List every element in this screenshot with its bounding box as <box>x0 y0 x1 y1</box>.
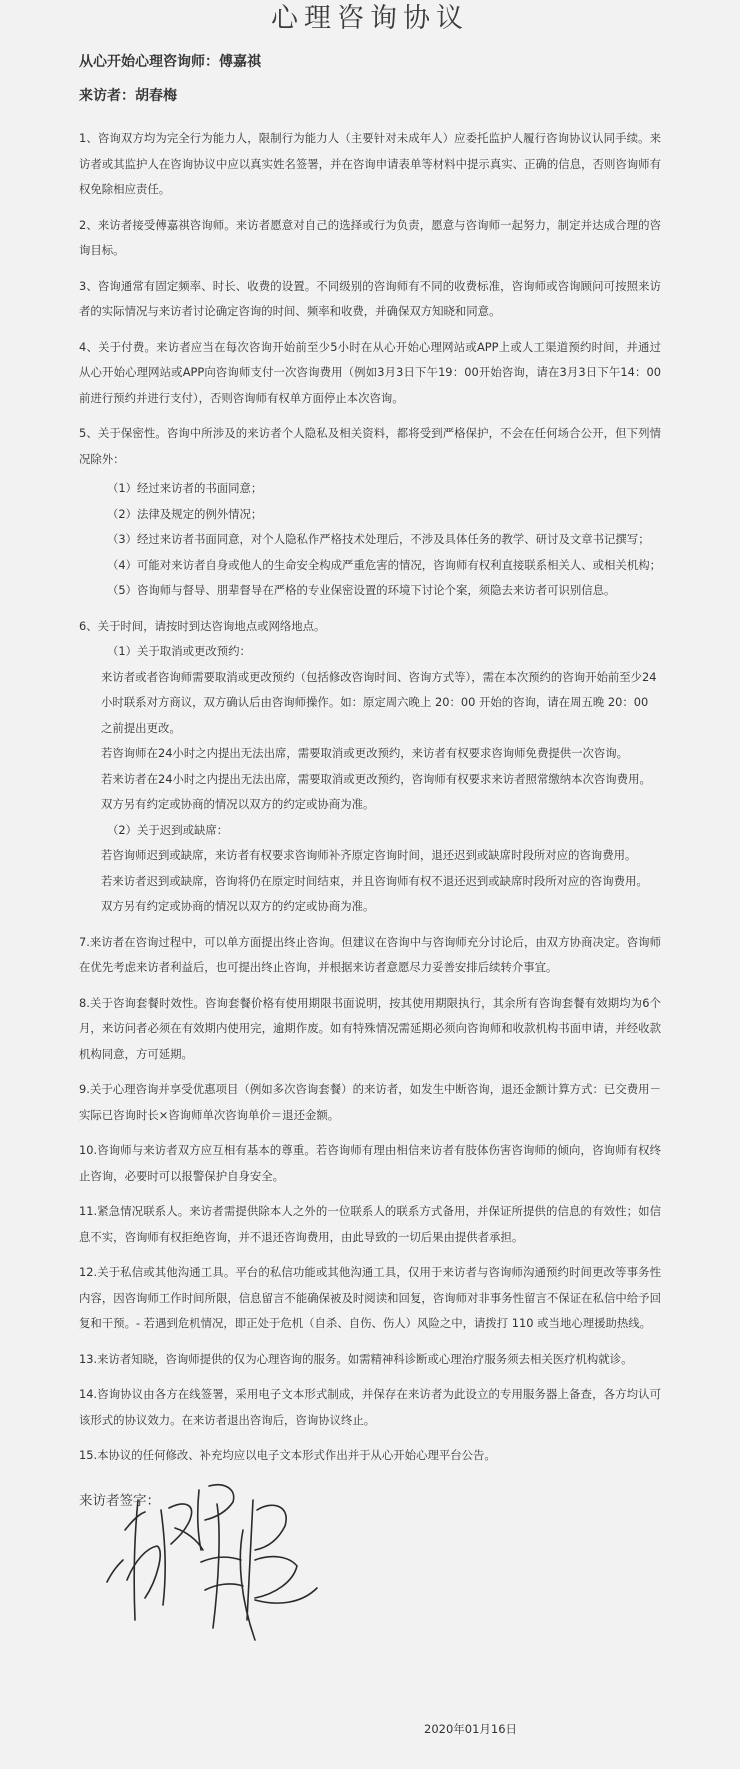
clause-1: 1、咨询双方均为完全行为能力人，限制行为能力人（主要针对未成年人）应委托监护人履行咨询协议认同手续。来访者或其监护人在咨询协议中应以真实姓名签署，并在咨询申请表单等材料中提示真实、正确的信息，否则咨询师有权免除相应责任。 <box>79 131 661 196</box>
exception-item: （3）经过来访者书面同意，对个人隐私作严格技术处理后，不涉及具体任务的教学、研讨及文章书记撰写； <box>107 532 650 546</box>
clause-11: 11.紧急情况联系人。来访者需提供除本人之外的一位联系人的联系方式备用，并保证所提供的信息的有效性；如信息不实，咨询师有权拒绝咨询，并不退还咨询费用，由此导致的一切后果由提供者承担。 <box>79 1204 661 1244</box>
handwritten-signature <box>105 1470 335 1670</box>
counselor-line: 从心开始心理咨询师：傅嘉祺 <box>79 54 261 70</box>
clause-3: 3、咨询通常有固定频率、时长、收费的设置。不同级别的咨询师有不同的收费标准，咨询师或咨询顾问可按照来访者的实际情况与来访者讨论确定咨询的时间、频率和收费，并确保双方知晓和同意。 <box>79 278 661 318</box>
clause-12: 12.关于私信或其他沟通工具。平台的私信功能或其他沟通工具，仅用于来访者与咨询师沟通预约时间更改等事务性内容，因咨询师工作时间所限，信息留言不能确保被及时阅读和回复，咨询师对非事务性留言不保证在私信中给予回复和干预。- 若遇到危机情况，即正处于危机（自杀、自伤、伤人）风险之中，请拨打 110 或当地心理援助热线。 <box>79 1265 661 1330</box>
clause-14: 14.咨询协议由各方在线签署，采用电子文本形式制成，并保存在来访者为此设立的专用服务器上备查，各方均认可该形式的协议效力。在来访者退出咨询后，咨询协议终止。 <box>79 1387 661 1427</box>
clause-5: 5、关于保密性。咨询中所涉及的来访者个人隐私及相关资料，都将受到严格保护，不会在任何场合公开，但下列情况除外： <box>79 426 661 466</box>
clause-6-sub1-text: 若咨询师在24小时之内提出无法出席，需要取消或更改预约，来访者有权要求咨询师免费提供一次咨询。 <box>101 746 629 760</box>
agreement-body <box>0 34 740 1511</box>
clause-6-title: 6、关于时间，请按时到达咨询地点或网络地点。 <box>79 618 326 633</box>
client-line: 来访者：胡春梅 <box>79 88 177 104</box>
clause-9: 9.关于心理咨询并享受优惠项目（例如多次咨询套餐）的来访者，如发生中断咨询，退还金额计算方式：已交费用－实际已咨询时长×咨询师单次咨询单价＝退还金额。 <box>79 1082 661 1122</box>
clause-6-sub2-text: 若来访者迟到或缺席，咨询将仍在原定时间结束，并且咨询师有权不退还迟到或缺席时段所对应的咨询费用。 <box>101 873 648 888</box>
clause-15: 15.本协议的任何修改、补充均应以电子文本形式作出并于从心开始心理平台公告。 <box>79 1448 496 1462</box>
clause-13: 13.来访者知晓，咨询师提供的仅为心理咨询的服务。如需精神科诊断或心理治疗服务须去相关医疗机构就诊。 <box>79 1351 633 1366</box>
exception-item: （1）经过来访者的书面同意； <box>107 481 263 495</box>
clause-6-sub1-text: 若来访者在24小时之内提出无法出席，需要取消或更改预约，咨询师有权要求来访者照常缴纳本次咨询费用。 <box>101 771 651 786</box>
clause-8: 8.关于咨询套餐时效性。咨询套餐价格有使用期限书面说明，按其使用期限执行，其余所有咨询套餐有效期均为6个月，来访问者必须在有效期内使用完，逾期作废。如有特殊情况需延期必须向咨询师和收款机构书面申请，并经收款机构同意，方可延期。 <box>79 995 661 1061</box>
clause-2: 2、来访者接受傅嘉祺咨询师。来访者愿意对自己的选择或行为负责，愿意与咨询师一起努力，制定并达成合理的咨询目标。 <box>79 217 661 257</box>
clause-4: 4、关于付费。来访者应当在每次咨询开始前至少5小时在从心开始心理网站或APP上或人工渠道预约时间，并通过从心开始心理网站或APP向咨询师支付一次咨询费用（例如3月3日下午19：00开始咨询，请在3月3日下午14：00前进行预约并进行支付），否则咨询师有权单方面停止本次咨询。 <box>79 339 661 405</box>
exception-item: （5）咨询师与督导、朋辈督导在严格的专业保密设置的环境下讨论个案，须隐去来访者可识别信息。 <box>107 583 616 597</box>
exception-item: （2）法律及规定的例外情况； <box>107 506 263 521</box>
clause-6-sub2-title: （2）关于迟到或缺席： <box>107 822 229 837</box>
signing-date: 2020年01月16日 <box>424 1722 518 1736</box>
clause-10: 10.咨询师与来访者双方应互相有基本的尊重。若咨询师有理由相信来访者有肢体伤害咨询师的倾向，咨询师有权终止咨询，必要时可以报警保护自身安全。 <box>79 1143 661 1183</box>
clause-5-exceptions <box>79 476 661 604</box>
signature-label: 来访者签字： <box>79 1492 160 1509</box>
clause-6-sub1-text: 双方另有约定或协商的情况以双方的约定或协商为准。 <box>101 797 375 811</box>
clause-6-sub1-text: 来访者或者咨询师需要取消或更改预约（包括修改咨询时间、咨询方式等），需在本次预约的咨询开始前至少24小时联系对方商议，双方确认后由咨询师操作。如：原定周六晚上 20：00 开始的咨询，请在周五晚 20：00 之前提出更改。 <box>101 669 657 735</box>
clause-6-sub2-text: 若咨询师迟到或缺席，来访者有权要求咨询师补齐原定咨询时间，退还迟到或缺席时段所对应的咨询费用。 <box>101 848 637 862</box>
page-title: 心理咨询协议 <box>271 3 469 34</box>
exception-item: （4）可能对来访者自身或他人的生命安全构成严重危害的情况，咨询师有权利直接联系相关人、或相关机构； <box>107 557 661 572</box>
clause-7: 7.来访者在咨询过程中，可以单方面提出终止咨询。但建议在咨询中与咨询师充分讨论后，由双方协商决定。咨询师在优先考虑来访者利益后，也可提出终止咨询，并根据来访者意愿尽力妥善安排后续转介事宜。 <box>79 934 661 974</box>
clause-6-sub2-text: 双方另有约定或协商的情况以双方的约定或协商为准。 <box>101 899 375 913</box>
clause-6-sub1-title: （1）关于取消或更改预约： <box>107 644 251 658</box>
